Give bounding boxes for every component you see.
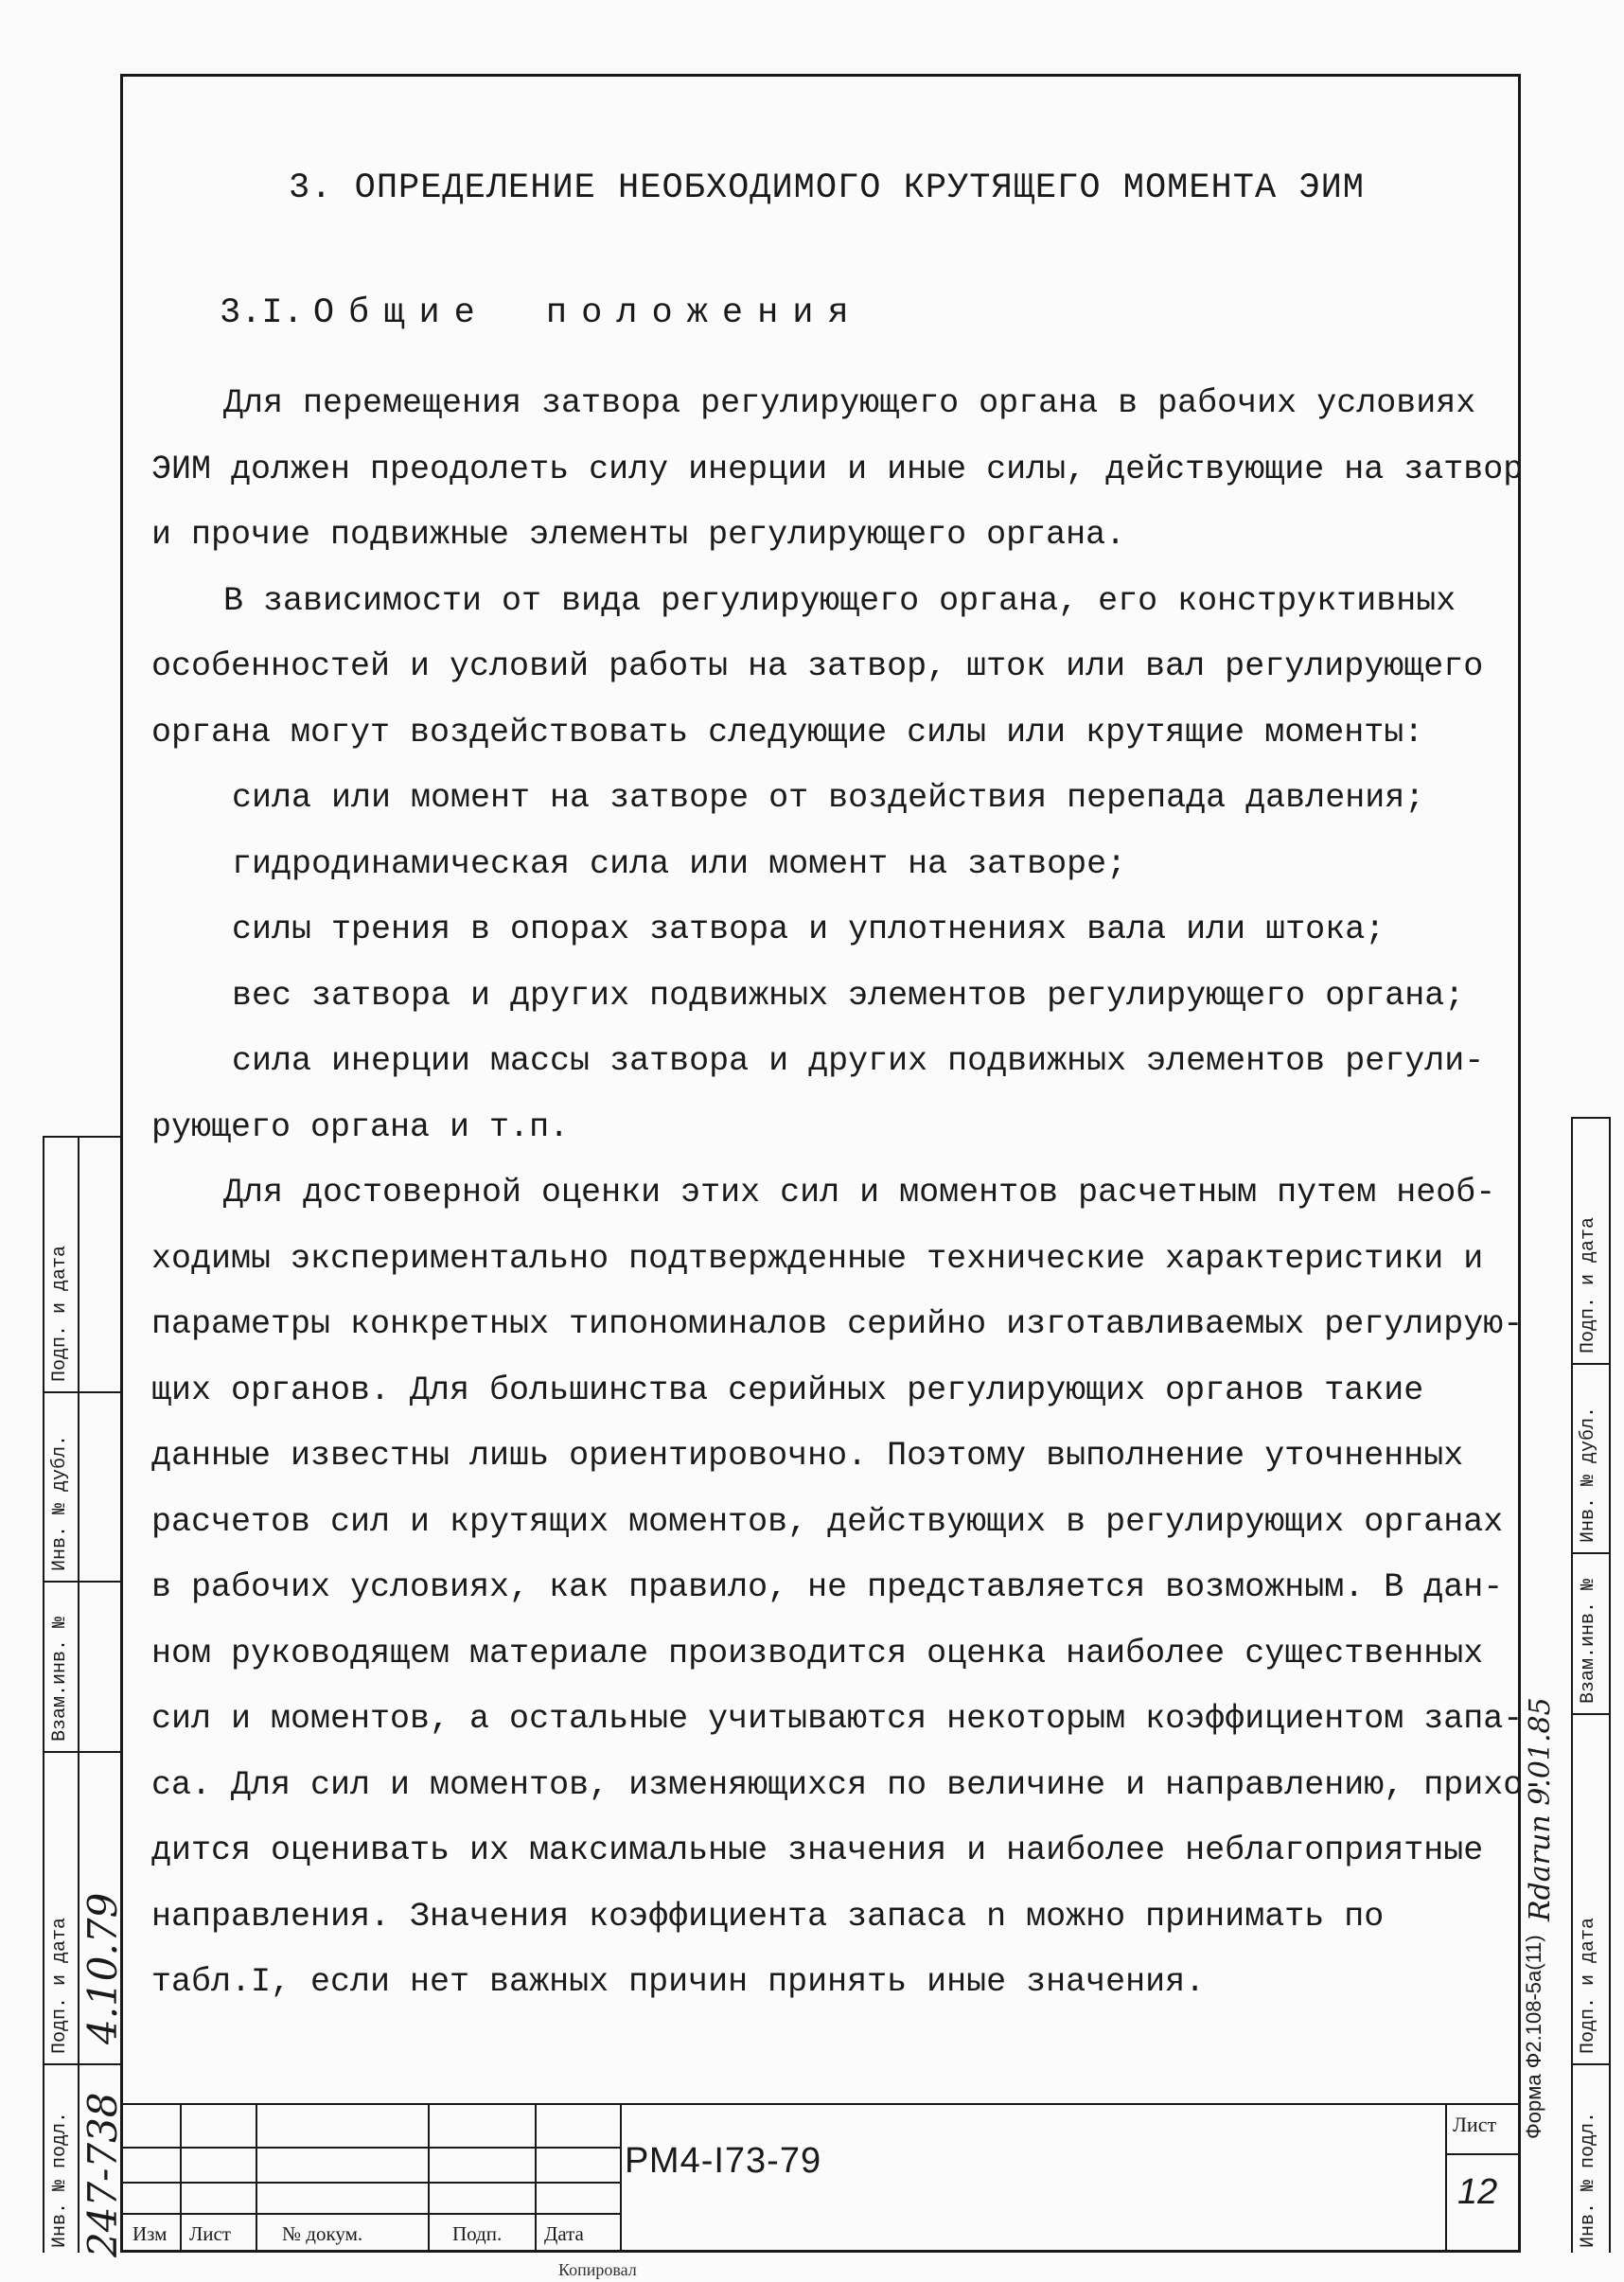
list-item: сила инерции массы затвора и других подвижных элементов регули-: [232, 1042, 1485, 1080]
handwritten-inv-number: 247-738: [79, 2092, 126, 2257]
left-stamp-line: [43, 1581, 122, 1583]
list-item-tail: рующего органа и т.п.: [151, 1107, 570, 1146]
text-line: в рабочих условиях, как правило, не представляется возможным. В дан-: [151, 1568, 1504, 1606]
sheet-number: 12: [1457, 2172, 1498, 2212]
title-block-col-line: [620, 2103, 622, 2253]
text-line: направления. Значения коэффициента запаса n можно принимать по: [151, 1897, 1385, 1936]
force-list: [151, 766, 1514, 1095]
right-podp-date-label-2: Подп. и дата: [1578, 1917, 1599, 2054]
text-line: параметры конкретных типономиналов серийно изготавливаемых регулирую-: [151, 1305, 1524, 1343]
signature: Rdarun 9.01.85: [1524, 1697, 1557, 1921]
title-block-sheet-line: [1445, 2153, 1521, 2155]
col-izm-label: Изм: [132, 2222, 168, 2245]
inv-dubl-label: Инв. № дубл.: [49, 1434, 71, 1571]
col-list-label: Лист: [189, 2222, 231, 2245]
text-line: ном руководящем материале производится оценка наиболее существенных: [151, 1634, 1484, 1672]
list-item: сила или момент на затворе от воздействия перепада давления;: [232, 779, 1425, 817]
col-date-label: Дата: [544, 2222, 584, 2245]
section-word-1: Общие: [312, 293, 489, 333]
title-block-row-line: [120, 2147, 622, 2149]
text-line: и прочие подвижные элементы регулирующего органа.: [151, 516, 1126, 554]
right-stamp-line: [1571, 1713, 1611, 1715]
text-line: ходимы экспериментально подтвержденные технические характеристики и: [151, 1239, 1484, 1278]
list-item: силы трения в опорах затвора и уплотнениях вала или штока;: [232, 911, 1386, 948]
copied-label: Копировал: [558, 2260, 637, 2279]
col-podp-label: Подп.: [452, 2222, 503, 2245]
text-line: ЭИМ должен преодолеть силу инерции и иные силы, действующие на затвор: [151, 450, 1524, 488]
col-doc-label: № докум.: [282, 2222, 363, 2245]
paragraph-1: [151, 371, 1524, 569]
left-stamp-line: [43, 1391, 122, 1393]
left-stamp-line: [43, 2063, 122, 2065]
left-stamp-line: [43, 1751, 122, 1753]
document-code: РМ4-I73-79: [625, 2141, 822, 2181]
right-stamp-line: [1571, 1363, 1611, 1365]
right-stamp-line: [1609, 1117, 1611, 2253]
left-stamp-line: [43, 1136, 122, 1138]
text-line: органа могут воздействовать следующие силы или крутящие моменты:: [151, 713, 1424, 752]
right-stamp-line: [1571, 1117, 1573, 2253]
sheet-label: Лист: [1453, 2113, 1497, 2136]
right-inv-dubl-label: Инв. № дубл.: [1578, 1406, 1599, 1543]
text-line: данные известны лишь ориентировочно. Поэтому выполнение уточненных: [151, 1437, 1464, 1475]
right-vzam-label: Взам.инв. №: [1578, 1578, 1599, 1704]
title-block-top-line: [120, 2103, 1521, 2105]
right-stamp-line: [1571, 2063, 1611, 2065]
podp-date-label: Подп. и дата: [49, 1917, 71, 2054]
vzam-label: Взам.инв. №: [49, 1616, 71, 1742]
paragraph-2: [151, 569, 1514, 767]
right-inv-podl-label: Инв. № подл.: [1578, 2111, 1599, 2248]
text-line: щих органов. Для большинства серийных регулирующих органов такие: [151, 1371, 1424, 1409]
handwritten-date: 4.10.79: [79, 1892, 126, 2044]
title-block-col-line: [256, 2103, 257, 2253]
title-block-col-line: [535, 2103, 537, 2253]
text-line: сил и моментов, а остальные учитываются некоторым коэффициентом запа-: [151, 1700, 1524, 1738]
right-stamp-line: [1571, 1552, 1611, 1554]
left-stamp-line: [43, 1136, 44, 2253]
text-line: расчетов сил и крутящих моментов, действующих в регулирующих органах: [151, 1502, 1504, 1541]
title-block-col-line: [428, 2103, 430, 2253]
text-line: табл.I, если нет важных причин принять иные значения.: [151, 1963, 1206, 2001]
text-line: Для перемещения затвора регулирующего органа в рабочих условиях: [223, 384, 1476, 422]
form-number: Форма Ф2.108-5а(11): [1522, 1935, 1545, 2139]
section-word-2: положения: [545, 293, 863, 333]
list-item: гидродинамическая сила или момент на затворе;: [232, 844, 1127, 883]
page-title: 3. ОПРЕДЕЛЕНИЕ НЕОБХОДИМОГО КРУТЯЩЕГО МОМЕНТА ЭИМ: [289, 168, 1365, 208]
left-stamp-line: [78, 1136, 79, 2253]
list-item: вес затвора и других подвижных элементов регулирующего органа;: [232, 976, 1465, 1015]
title-block-col-line: [180, 2103, 182, 2253]
right-podp-date-label: Подп. и дата: [1578, 1216, 1599, 1353]
text-line: В зависимости от вида регулирующего органа, его конструктивных: [223, 581, 1456, 620]
text-line: особенностей и условий работы на затвор, шток или вал регулирующего: [151, 647, 1484, 685]
section-number: 3.I.: [220, 293, 304, 333]
inv-podl-label: Инв. № подл.: [49, 2111, 71, 2248]
text-line: Для достоверной оценки этих сил и моментов расчетным путем необ-: [223, 1174, 1496, 1212]
text-line: са. Для сил и моментов, изменяющихся по величине и направлению, прихо-: [151, 1765, 1544, 1804]
podp-date-label-2: Подп. и дата: [49, 1245, 71, 1382]
title-block-row-line: [120, 2182, 622, 2184]
right-stamp-line: [1571, 1117, 1611, 1119]
title-block-col-line: [1445, 2103, 1447, 2253]
title-block-row-line: [120, 2213, 622, 2215]
section-heading: [220, 293, 863, 333]
text-line: дится оценивать их максимальные значения и наиболее неблагоприятные: [151, 1831, 1484, 1869]
